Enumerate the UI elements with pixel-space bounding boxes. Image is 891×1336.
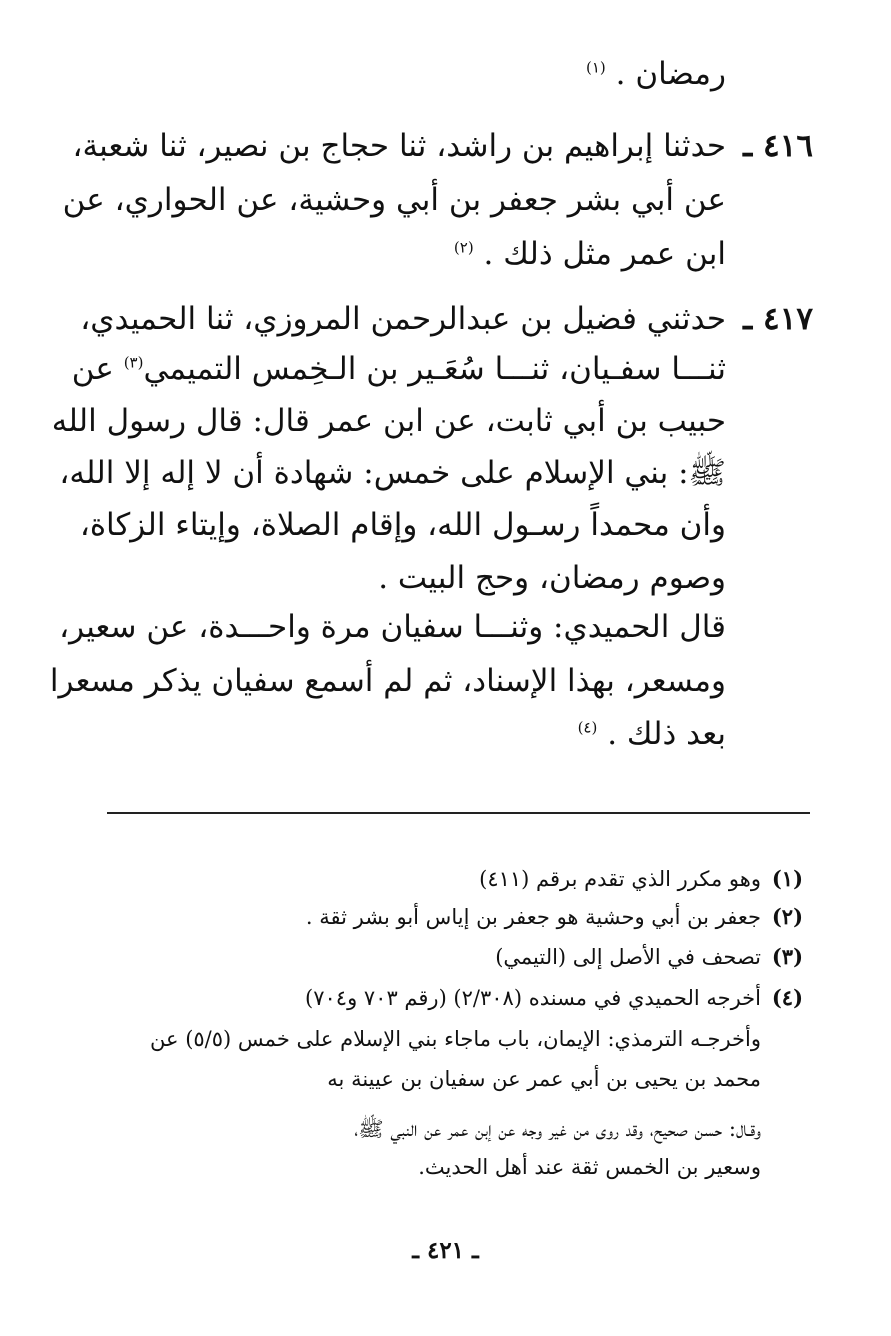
footnote-1-mark: (١) [771,866,803,891]
carry-line-text: رمضان . [615,56,726,92]
hadith-417-line-7: قال الحميدي: وثنـــا سفيان مرة واحـــدة، عن سعير، [59,609,726,645]
hadith-417-line-6: وصوم رمضان، وحج البيت . [378,560,726,596]
hadith-417-line-2 [72,347,726,391]
footnote-3-text: تصحف في الأصل إلى (التيمي) [495,945,761,969]
hadith-417-line-2-end: عن [71,351,114,387]
hadith-417-line-1: حدثني فضيل بن عبدالرحمن المروزي، ثنا الحميدي، [80,301,726,337]
footnote-4-cont-1: وأخرجـه الترمذي: الإيمان، باب ماجاء بني الإسلام على خمس (٥/٥) عن [150,1027,761,1051]
hadith-416-line-2: عن أبي بشر جعفر بن أبي وحشية، عن الحواري، عن [62,182,726,218]
hadith-number-416: ٤١٦ ـ [743,128,813,164]
hadith-417-line-8: ومسعر، بهذا الإسناد، ثم لم أسمع سفيان يذكر مسعرا [49,663,726,699]
hadith-417-line-9 [578,712,726,756]
footnote-1-text: وهو مكرر الذي تقدم برقم (٤١١) [479,867,761,891]
footnote-separator [107,812,810,814]
footnote-ref-4: (٤) [577,718,598,737]
footnote-ref-2: (٢) [453,238,474,257]
footnote-4-cont-4: وسعير بن الخمس ثقة عند أهل الحديث. [418,1155,761,1179]
footnote-2-text: جعفر بن أبي وحشية هو جعفر بن إياس أبو بشر ثقة . [305,905,761,929]
hadith-417-line-5: وأن محمداً رسـول الله، وإقام الصلاة، وإيتاء الزكاة، [79,507,726,543]
footnote-4-text: أخرجه الحميدي في مسنده (٢/٣٠٨) (رقم ٧٠٣ و٧٠٤) [305,986,761,1010]
footnote-4-mark: (٤) [771,985,803,1010]
hadith-417-line-2-text: ثنـــا سفـيان، ثنـــا سُعَـير بن الـخِمس التميمي [143,351,726,387]
hadith-416-line-1: حدثنا إبراهيم بن راشد، ثنا حجاج بن نصير، ثنا شعبة، [72,128,726,164]
footnote-4-cont-3: وقـال: حسن صحيح، وقد روى من غير وجه عن إبن عمر عن النبي ﷺ، [354,1117,761,1141]
footnote-2-mark: (٢) [771,904,803,929]
hadith-416-line-3-text: ابن عمر مثل ذلك . [483,236,726,272]
page-number: ـ ٤٢١ ـ [412,1237,479,1264]
carry-line [586,52,726,96]
footnote-3-mark: (٣) [771,944,803,969]
footnote-ref-1: (١) [585,58,606,77]
hadith-417-line-9-text: بعد ذلك . [607,716,726,752]
hadith-number-417: ٤١٧ ـ [743,301,813,337]
hadith-417-line-3: حبيب بن أبي ثابت، عن ابن عمر قال: قال رسول الله [51,403,726,439]
hadith-417-line-4: ﷺ: بني الإسلام على خمس: شهادة أن لا إله إلا الله، [59,455,726,491]
footnote-ref-3: (٣) [123,353,144,372]
hadith-416-line-3 [454,232,726,276]
footnote-4-cont-2: محمد بن يحيى بن أبي عمر عن سفيان بن عيينة به [327,1067,761,1091]
